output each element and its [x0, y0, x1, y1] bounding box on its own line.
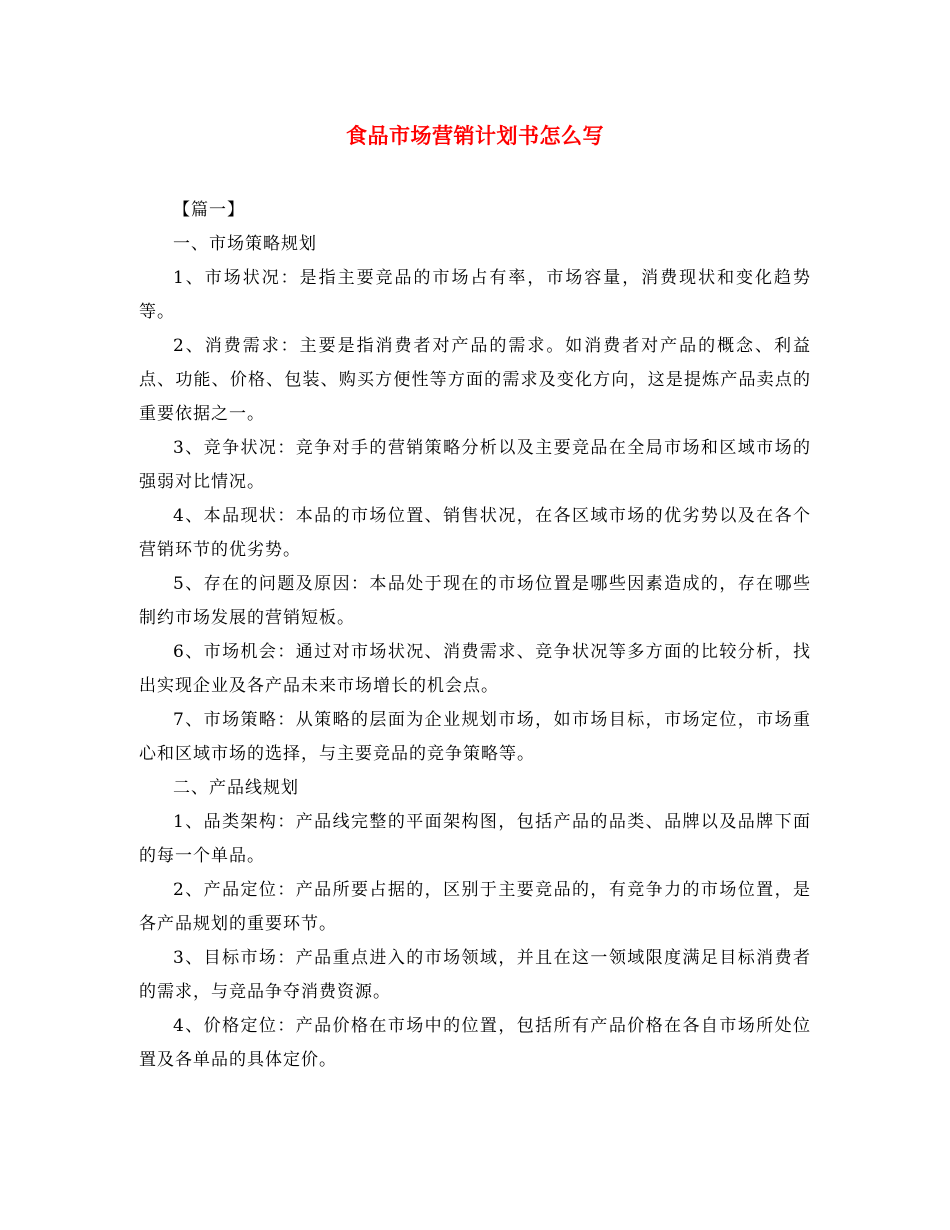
- document-title: 食品市场营销计划书怎么写: [346, 123, 604, 148]
- paragraph: 1、品类架构：产品线完整的平面架构图，包括产品的品类、品牌以及品牌下面的每一个单品。: [139, 812, 811, 866]
- paragraph: 2、消费需求：主要是指消费者对产品的需求。如消费者对产品的概念、利益点、功能、价格、包装、购买方便性等方面的需求及变化方向，这是提炼产品卖点的重要依据之一。: [139, 336, 811, 424]
- paragraph: 2、产品定位：产品所要占据的，区别于主要竞品的，有竞争力的市场位置，是各产品规划的重要环节。: [139, 880, 811, 934]
- paragraph: 4、价格定位：产品价格在市场中的位置，包括所有产品价格在各自市场所处位置及各单品的具体定价。: [139, 1016, 811, 1070]
- paragraph: 7、市场策略：从策略的层面为企业规划市场，如市场目标，市场定位，市场重心和区域市场的选择，与主要竞品的竞争策略等。: [139, 710, 811, 764]
- section-marker: 【篇一】: [173, 200, 245, 220]
- part-two-heading: 二、产品线规划: [173, 778, 299, 798]
- paragraph: 4、本品现状：本品的市场位置、销售状况，在各区域市场的优劣势以及在各个营销环节的优劣势。: [139, 506, 811, 560]
- paragraph: 3、目标市场：产品重点进入的市场领域，并且在这一领域限度满足目标消费者的需求，与竞品争夺消费资源。: [139, 948, 811, 1002]
- part-one-heading: 一、市场策略规划: [173, 234, 317, 254]
- paragraph: 1、市场状况：是指主要竞品的市场占有率，市场容量，消费现状和变化趋势等。: [139, 268, 811, 322]
- paragraph: 5、存在的问题及原因：本品处于现在的市场位置是哪些因素造成的，存在哪些制约市场发展的营销短板。: [139, 574, 811, 628]
- paragraph: 3、竞争状况：竞争对手的营销策略分析以及主要竞品在全局市场和区域市场的强弱对比情况。: [139, 438, 811, 492]
- paragraph: 6、市场机会：通过对市场状况、消费需求、竞争状况等多方面的比较分析，找出实现企业及各产品未来市场增长的机会点。: [139, 642, 811, 696]
- document-body: [139, 193, 811, 1077]
